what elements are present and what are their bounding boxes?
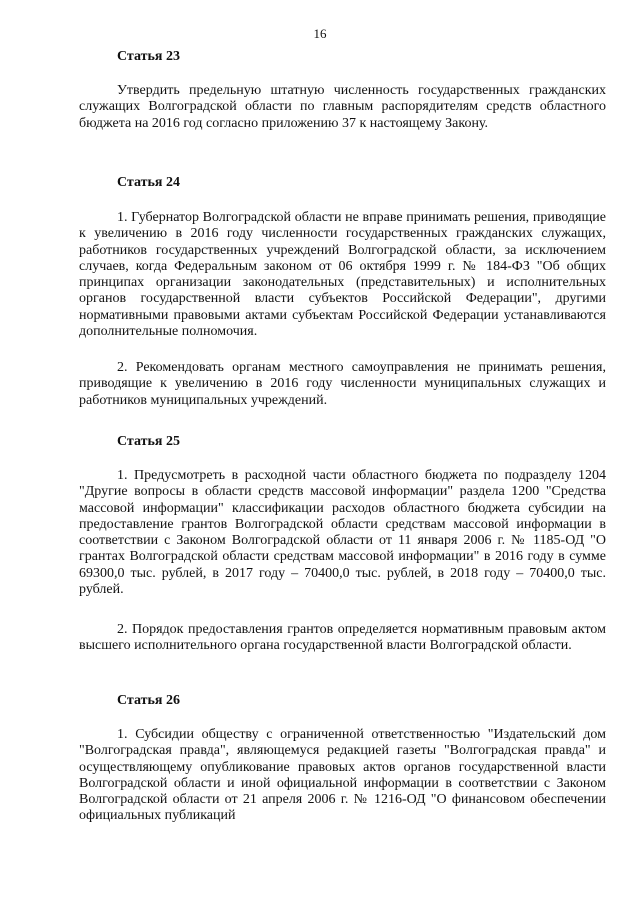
article-25-paragraph-1: 1. Предусмотреть в расходной части областного бюджета по подразделу 1204 "Другие вопросы в области средств массовой информации" раздела 1200 "Средства массовой информации" классификации расходов областного бюджета субсидии на предоставление грантов Волгоградской области средствам массовой информации в соответствии с Законом Волгоградской области от 11 января 2006 г. № 1185-ОД "О грантах Волгоградской области средствам массовой информации" в 2016 году в сумме 69300,0 тыс. рублей, в 2017 году – 70400,0 тыс. рублей, в 2018 году – 70400,0 тыс. рублей. xyxy=(79,468,606,598)
article-25-title: Статья 25 xyxy=(117,434,180,449)
page-number: 16 xyxy=(313,26,327,41)
article-26-title: Статья 26 xyxy=(117,693,180,708)
article-24-paragraph-1: 1. Губернатор Волгоградской области не вправе принимать решения, приводящие к увеличению в 2016 году численности государственных гражданских служащих, работников государственных учреждений Волгоградской области, за исключением случаев, когда Федеральным законом от 06 октября 1999 г. № 184-ФЗ "Об общих принципах организации законодательных (представительных) и исполнительных органов государственной власти субъектов Российской Федерации", другими нормативными правовыми актами субъектам Российской Федерации устанавливаются дополнительные полномочия. xyxy=(79,210,606,340)
article-23-paragraph-1: Утвердить предельную штатную численность государственных гражданских служащих Волгоградской области по главным распорядителям средств областного бюджета на 2016 год согласно приложению 37 к настоящему Закону. xyxy=(79,83,606,131)
article-24-paragraph-2: 2. Рекомендовать органам местного самоуправления не принимать решения, приводящие к увеличению в 2016 году численности муниципальных служащих и работников муниципальных учреждений. xyxy=(79,360,606,408)
article-24-title: Статья 24 xyxy=(117,175,180,190)
article-25-paragraph-2: 2. Порядок предоставления грантов определяется нормативным правовым актом высшего исполнительного органа государственной власти Волгоградской области. xyxy=(79,622,606,654)
article-23-title: Статья 23 xyxy=(117,49,180,64)
article-26-paragraph-1: 1. Субсидии обществу с ограниченной ответственностью "Издательский дом "Волгоградская правда", являющемуся редакцией газеты "Волгоградская правда" и осуществляющему опубликование правовых актов органов государственной власти Волгоградской области и иной официальной информации в соответствии с Законом Волгоградской области от 21 апреля 2006 г. № 1216-ОД "О финансовом обеспечении официальных публикаций xyxy=(79,727,606,824)
